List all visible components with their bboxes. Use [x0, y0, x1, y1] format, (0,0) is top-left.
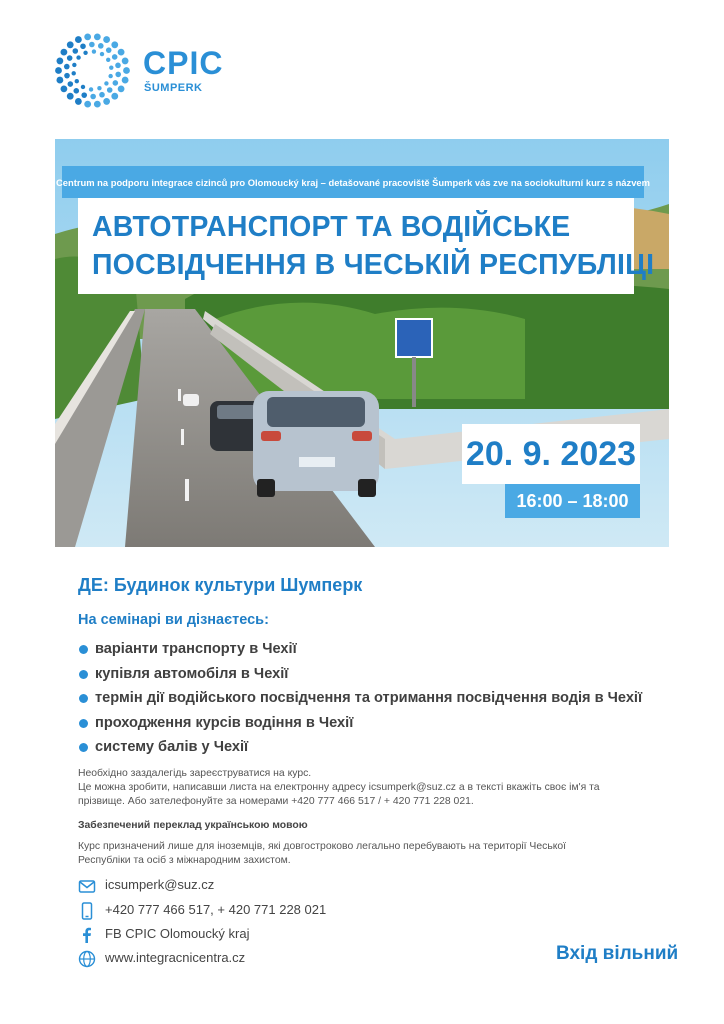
web-text: www.integracnicentra.cz	[105, 950, 246, 965]
bullet-icon	[79, 719, 88, 728]
translation-text: Забезпечений переклад українською мовою	[78, 820, 308, 831]
list-item	[78, 713, 642, 738]
logo-dot	[73, 88, 79, 94]
envelope-icon	[78, 877, 96, 895]
registration-line-1: Необхідно заздалегідь зареєструватися на курс.	[78, 768, 312, 779]
logo-dot	[84, 101, 91, 108]
logo-subtitle: ŠUMPERK	[144, 82, 203, 94]
logo-dot	[75, 98, 82, 105]
logo-dot	[72, 71, 76, 75]
logo-dot	[81, 85, 85, 89]
logo-dot	[104, 81, 108, 85]
logo-dot	[111, 41, 118, 48]
logo-dot	[80, 43, 86, 49]
translation-note	[78, 819, 308, 834]
logo-dot	[103, 98, 110, 105]
logo-dot	[76, 55, 80, 59]
bullet-icon	[79, 694, 88, 703]
topic-text: систему балів у Чехії	[95, 739, 249, 756]
logo-dot	[94, 33, 101, 40]
logo-dot	[67, 41, 74, 48]
logo-dot	[100, 52, 104, 56]
audience-line-2: Республіки та осіб з міжнародним захистом.	[78, 855, 291, 866]
logo-dot	[75, 79, 79, 83]
cpic-logo	[55, 33, 255, 113]
logo-dot	[94, 101, 101, 108]
logo-dot	[84, 33, 91, 40]
logo-dot	[89, 42, 95, 48]
logo-dot	[72, 63, 76, 67]
title-line-2: ПОСВІДЧЕННЯ В ЧЕСЬКІЙ РЕСПУБЛІЦІ	[92, 249, 655, 281]
logo-name: CPIC	[143, 45, 224, 81]
logo-dot	[103, 36, 110, 43]
logo-dot	[56, 58, 63, 65]
registration-line-2: Це можна зробити, написавши листа на електронну адресу icsumperk@suz.cz а в тексті вкажіть своє ім'я та	[78, 782, 600, 793]
topic-list	[78, 639, 642, 762]
topic-text: проходження курсів водіння в Чехії	[95, 714, 354, 731]
list-item	[78, 664, 642, 689]
intro-banner: Centrum na podporu integrace cizinců pro Olomoucký kraj – detašované pracoviště Šumperk vás zve na sociokulturní kurz s názvem	[62, 166, 644, 198]
logo-dot	[89, 87, 93, 91]
list-item	[78, 688, 642, 713]
free-entry-label: Вхід вільний	[556, 943, 679, 964]
facebook-text: FB CPIC Olomoucký kraj	[105, 926, 250, 941]
contact-web[interactable]	[78, 949, 378, 969]
logo-dot	[99, 92, 105, 98]
logo-dot	[73, 48, 79, 54]
bullet-icon	[79, 743, 88, 752]
logo-dot	[68, 81, 74, 87]
logo-dot	[106, 58, 110, 62]
logo-dot	[81, 92, 87, 98]
logo-dot	[107, 87, 113, 93]
bullet-icon	[79, 645, 88, 654]
logo-dot	[64, 73, 70, 79]
logo-dot	[111, 93, 118, 100]
logo-dot	[83, 51, 87, 55]
title-line-1: АВТОТРАНСПОРТ ТА ВОДІЙСЬКЕ	[92, 211, 571, 243]
logo-dot	[75, 36, 82, 43]
topic-text: варіанти транспорту в Чехії	[95, 641, 297, 657]
event-date: 20. 9. 2023	[462, 424, 640, 484]
logo-dot	[92, 49, 96, 53]
list-item	[78, 639, 642, 664]
logo-dot	[118, 49, 125, 56]
globe-icon	[78, 950, 96, 968]
logo-dot	[122, 58, 129, 65]
logo-dot	[61, 49, 68, 56]
logo-dot	[97, 86, 101, 90]
logo-dot	[112, 54, 118, 60]
logo-dot	[56, 77, 63, 84]
registration-line-3: прізвище. Або зателефонуйте за номерами +420 777 466 517 / + 420 771 228 021.	[78, 796, 474, 807]
contact-email[interactable]	[78, 876, 378, 896]
logo-dot	[108, 74, 112, 78]
logo-dot	[61, 85, 68, 92]
email-text: icsumperk@suz.cz	[105, 877, 215, 892]
logo-dot	[55, 67, 62, 74]
logo-dot	[122, 77, 129, 84]
logo-dot	[90, 94, 96, 100]
bullet-icon	[79, 670, 88, 679]
logo-dot	[98, 43, 104, 49]
phone-text: +420 777 466 517, + 420 771 228 021	[105, 902, 327, 917]
contact-facebook[interactable]	[78, 925, 378, 945]
logo-dot	[109, 65, 113, 69]
logo-dot	[123, 67, 130, 74]
event-place: ДЕ: Будинок культури Шумперк	[78, 575, 363, 595]
contact-phone[interactable]	[78, 901, 378, 921]
facebook-icon	[78, 926, 96, 944]
audience-line-1: Курс призначений лише для іноземців, які довгостроково легально перебувають на території Чеської	[78, 841, 567, 852]
logo-dot	[67, 93, 74, 100]
event-time: 16:00 – 18:00	[505, 484, 640, 518]
logo-dot	[115, 63, 121, 69]
logo-dot	[64, 64, 70, 70]
list-item	[78, 737, 642, 762]
event-title	[78, 198, 655, 294]
logo-dot	[113, 80, 119, 86]
topic-text: термін дії водійського посвідчення та отримання посвідчення водія в Чехії	[95, 690, 643, 707]
topic-text: купівля автомобіля в Чехії	[95, 665, 289, 682]
learn-heading: На семінарі ви дізнаєтесь:	[78, 612, 269, 628]
logo-dot	[118, 85, 125, 92]
phone-icon	[78, 902, 96, 920]
dots-logo-icon	[55, 33, 130, 108]
logo-dot	[67, 55, 73, 61]
logo-dot	[106, 47, 112, 53]
logo-dot	[115, 72, 121, 78]
